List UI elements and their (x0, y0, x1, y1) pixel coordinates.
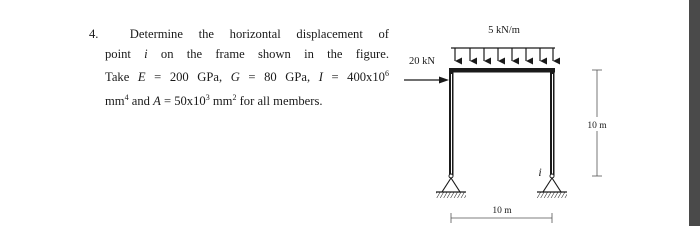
top-beam (451, 68, 555, 73)
right-column-highlight (552, 74, 553, 174)
left-ground-hatch (436, 192, 466, 198)
a-unit-exponent: 2 (232, 92, 237, 102)
distributed-load-label: 5 kN/m (488, 25, 520, 36)
problem-text-1: Determine the horizontal displacement of (129, 27, 389, 41)
frame-members (449, 68, 555, 176)
symbol-a: A (153, 93, 161, 108)
and-word: and (131, 93, 150, 108)
height-label: 10 m (587, 121, 607, 131)
g-value: = 80 GPa, (248, 70, 311, 85)
left-support-triangle (442, 178, 460, 192)
height-dimension (583, 70, 611, 176)
point-symbol: i (144, 46, 148, 61)
span-dimension (451, 206, 552, 223)
left-column-highlight (451, 74, 452, 174)
problem-text-2b: on the frame shown in the figure. (160, 46, 389, 61)
take-word: Take (105, 70, 130, 85)
a-value: = 50x10 (163, 93, 206, 108)
problem-number: 4. (89, 27, 99, 41)
point-i-label: i (538, 165, 542, 179)
problem-ending: for all members. (239, 93, 323, 108)
left-pin-support (436, 174, 466, 198)
point-load (404, 56, 449, 84)
i-exponent: 6 (384, 69, 389, 78)
point-load-label: 20 kN (409, 56, 435, 67)
symbol-e: E (137, 70, 146, 85)
i-unit-exponent: 4 (124, 92, 129, 102)
a-exponent: 3 (205, 92, 210, 102)
i-unit: mm (105, 93, 125, 108)
a-unit: mm (212, 93, 233, 108)
i-value: = 400x10 (331, 70, 385, 85)
right-support-triangle (543, 178, 561, 192)
e-value: = 200 GPa, (154, 70, 223, 85)
point-load-arrowhead (439, 77, 449, 84)
problem-text-2a: point (105, 46, 131, 61)
span-label: 10 m (492, 206, 512, 216)
distributed-load (451, 25, 555, 61)
symbol-g: G (230, 70, 240, 85)
symbol-i: I (318, 70, 323, 85)
right-ground-hatch (537, 192, 567, 198)
